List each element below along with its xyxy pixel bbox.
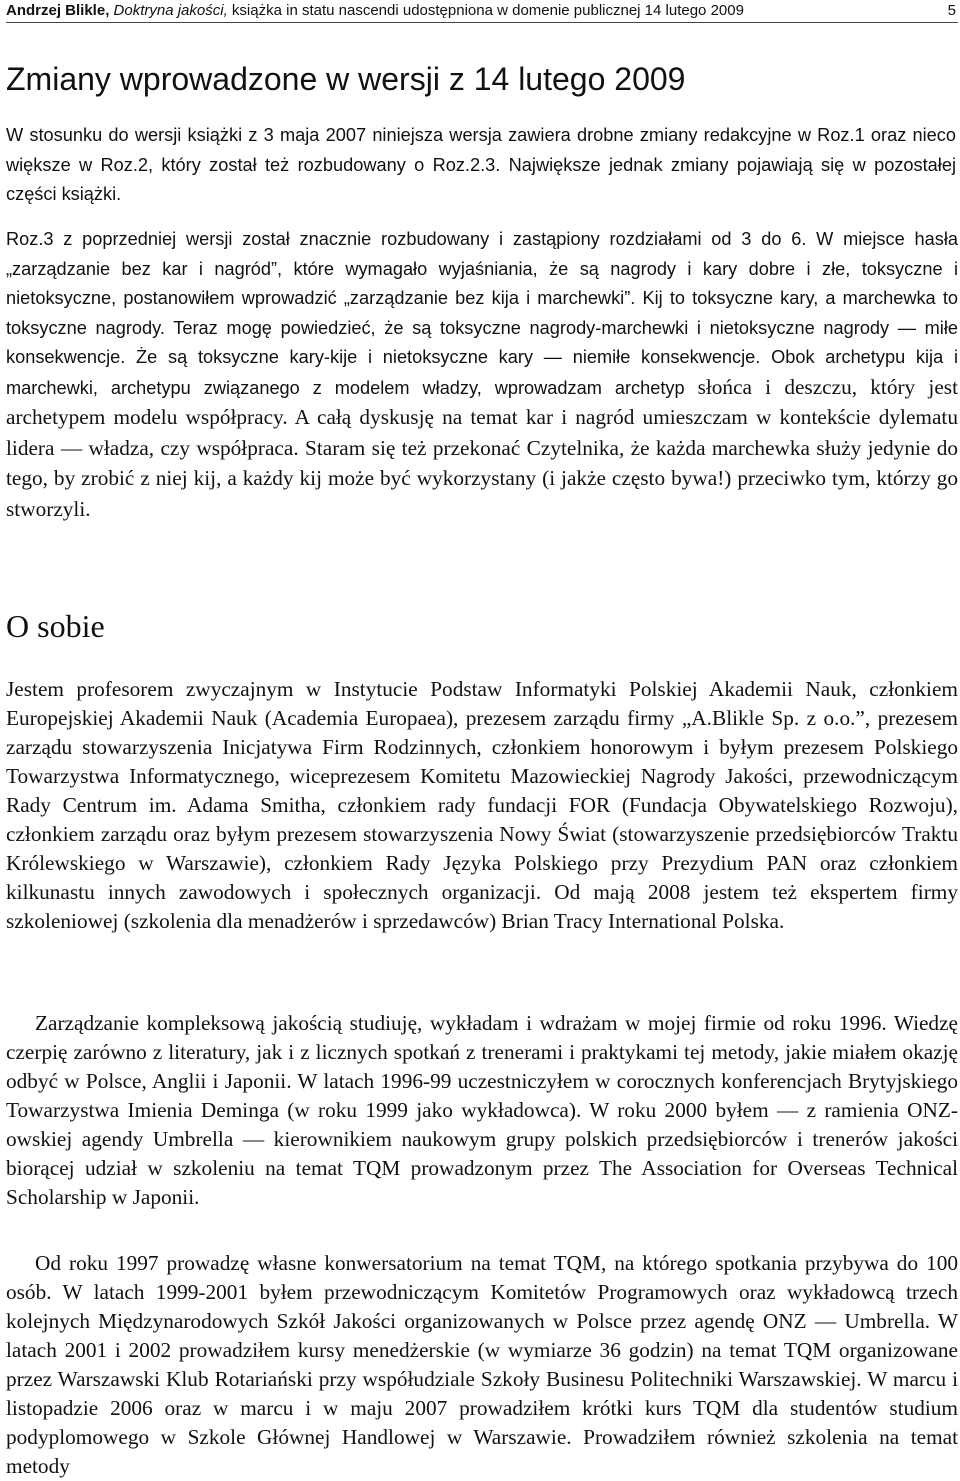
changes-heading: Zmiany wprowadzone w wersji z 14 lutego 2009	[6, 61, 686, 97]
page-number: 5	[947, 2, 956, 19]
running-header	[6, 2, 958, 22]
header-author: Andrzej Blikle,	[6, 2, 110, 19]
header-left	[6, 2, 744, 20]
about-heading: O sobie	[6, 608, 105, 644]
header-divider	[6, 22, 958, 23]
header-subtitle: książka in statu nascendi udostępniona w domenie publicznej 14 lutego 2009	[231, 2, 744, 19]
header-book-title: Doktryna jakości,	[113, 2, 228, 19]
changes-roz3-paragraph	[6, 225, 958, 525]
about-paragraph-1: Jestem profesorem zwyczajnym w Instytucie Podstaw Informatyki Polskiej Akademii Nauk, członkiem Europejskiej Akademii Nauk (Academia Europaea), prezesem zarządu firmy „A.Blikle Sp. z o.o.”, prezesem zarządu stowarzyszenia Inicjatywa Firm Rodzinnych, członkiem honorowym i byłym prezesem Polskiego Towarzystwa Informatycznego, wiceprezesem Komitetu Mazowieckiej Nagrody Jakości, przewodniczącym Rady Centrum im. Adama Smitha, członkiem rady fundacji FOR (Fundacja Obywatelskiego Rozwoju), członkiem zarządu oraz byłym prezesem stowarzyszenia Nowy Świat (stowarzyszenie przedsiębiorców Traktu Królewskiego w Warszawie), członkiem Rady Języka Polskiego przy Prezydium PAN oraz członkiem kilkunastu innych zawodowych i społecznych organizacji. Od mają 2008 jestem też ekspertem firmy szkoleniowej (szkolenia dla menadżerów i sprzedawców) Brian Tracy International Polska.	[6, 677, 958, 933]
about-paragraph-2: Zarządzanie kompleksową jakością studiuję, wykładam i wdrażam w mojej firmie od roku 1996. Wiedzę czerpię zarówno z literatury, jak i z licznych spotkań z trenerami i praktykami tej metody, jakie miałem okazję odbyć w Polsce, Anglii i Japonii. W latach 1996-99 uczestniczyłem w corocznych konferencjach Brytyjskiego Towarzystwa Imienia Deminga (w roku 1999 jako wykładowca). W roku 2000 byłem — z ramienia ONZ-owskiej agendy Umbrella — kierownikiem naukowym grupy polskich przedsiębiorców i trenerów jakości biorącej udział w szkoleniu na temat TQM prowadzonym przez The Association for Overseas Technical Scholarship w Japonii.	[6, 1011, 958, 1209]
roz3-sans-text: Roz.3 z poprzedniej wersji został znacznie rozbudowany i zastąpiony rozdziałami od 3 do 6. W miejsce hasła „zarządzanie bez kar i nagród”, które wymagało wyjaśniania, że są nagrody i kary dobre i złe, toksyczne i nietoksyczne, postanowiłem wprowadzić „zarządzanie bez kija i marchewki”. Kij to toksyczne kary, a marchewka to toksyczne nagrody. Teraz mogę powiedzieć, że są toksyczne nagrody-marchewki i nietoksyczne nagrody — miłe konsekwencje. Że są toksyczne kary-kije i nietoksyczne kary — niemiłe konsekwencje. Obok archetypu kija i marchewki, archetypu związanego z modelem władzy, wprowadzam archetyp	[6, 229, 958, 398]
roz3-serif-text: słońca i deszczu, który jest archetypem modelu współpracy. A całą dyskusję na temat kar i nagród umieszczam w kontekście dylematu lidera — władza, czy współpraca. Staram się też przekonać Czytelnika, że każda marchewka służy jedynie do tego, by zrobić z niej kij, a każdy kij może być wykorzystany (i jakże często bywa!) przeciwko tym, którzy go stworzyli.	[6, 374, 958, 521]
about-paragraph-3: Od roku 1997 prowadzę własne konwersatorium na temat TQM, na którego spotkania przybywa do 100 osób. W latach 1999-2001 byłem przewodniczącym Komitetów Programowych oraz wykładowcą trzech kolejnych Międzynarodowych Szkół Jakości organizowanych w Polsce przez agendę ONZ — Umbrella. W latach 2001 i 2002 prowadziłem kursy menedżerskie (w wymiarze 36 godzin) na temat TQM organizowane przez Warszawski Klub Rotariański przy współudziale Szkoły Businesu Politechniki Warszawskiej. W marcu i listopadzie 2006 oraz w marcu i w maju 2007 prowadziłem krótki kurs TQM dla studentów studium podyplomowego w Szkole Głównej Handlowej w Warszawie. Prowadziłem również szkolenia na temat metody	[6, 1251, 958, 1478]
changes-intro-paragraph: W stosunku do wersji książki z 3 maja 2007 niniejsza wersja zawiera drobne zmiany redakcyjne w Roz.1 oraz nieco większe w Roz.2, który został też rozbudowany o Roz.2.3. Największe jednak zmiany pojawiają się w pozostałej części książki.	[6, 125, 956, 204]
